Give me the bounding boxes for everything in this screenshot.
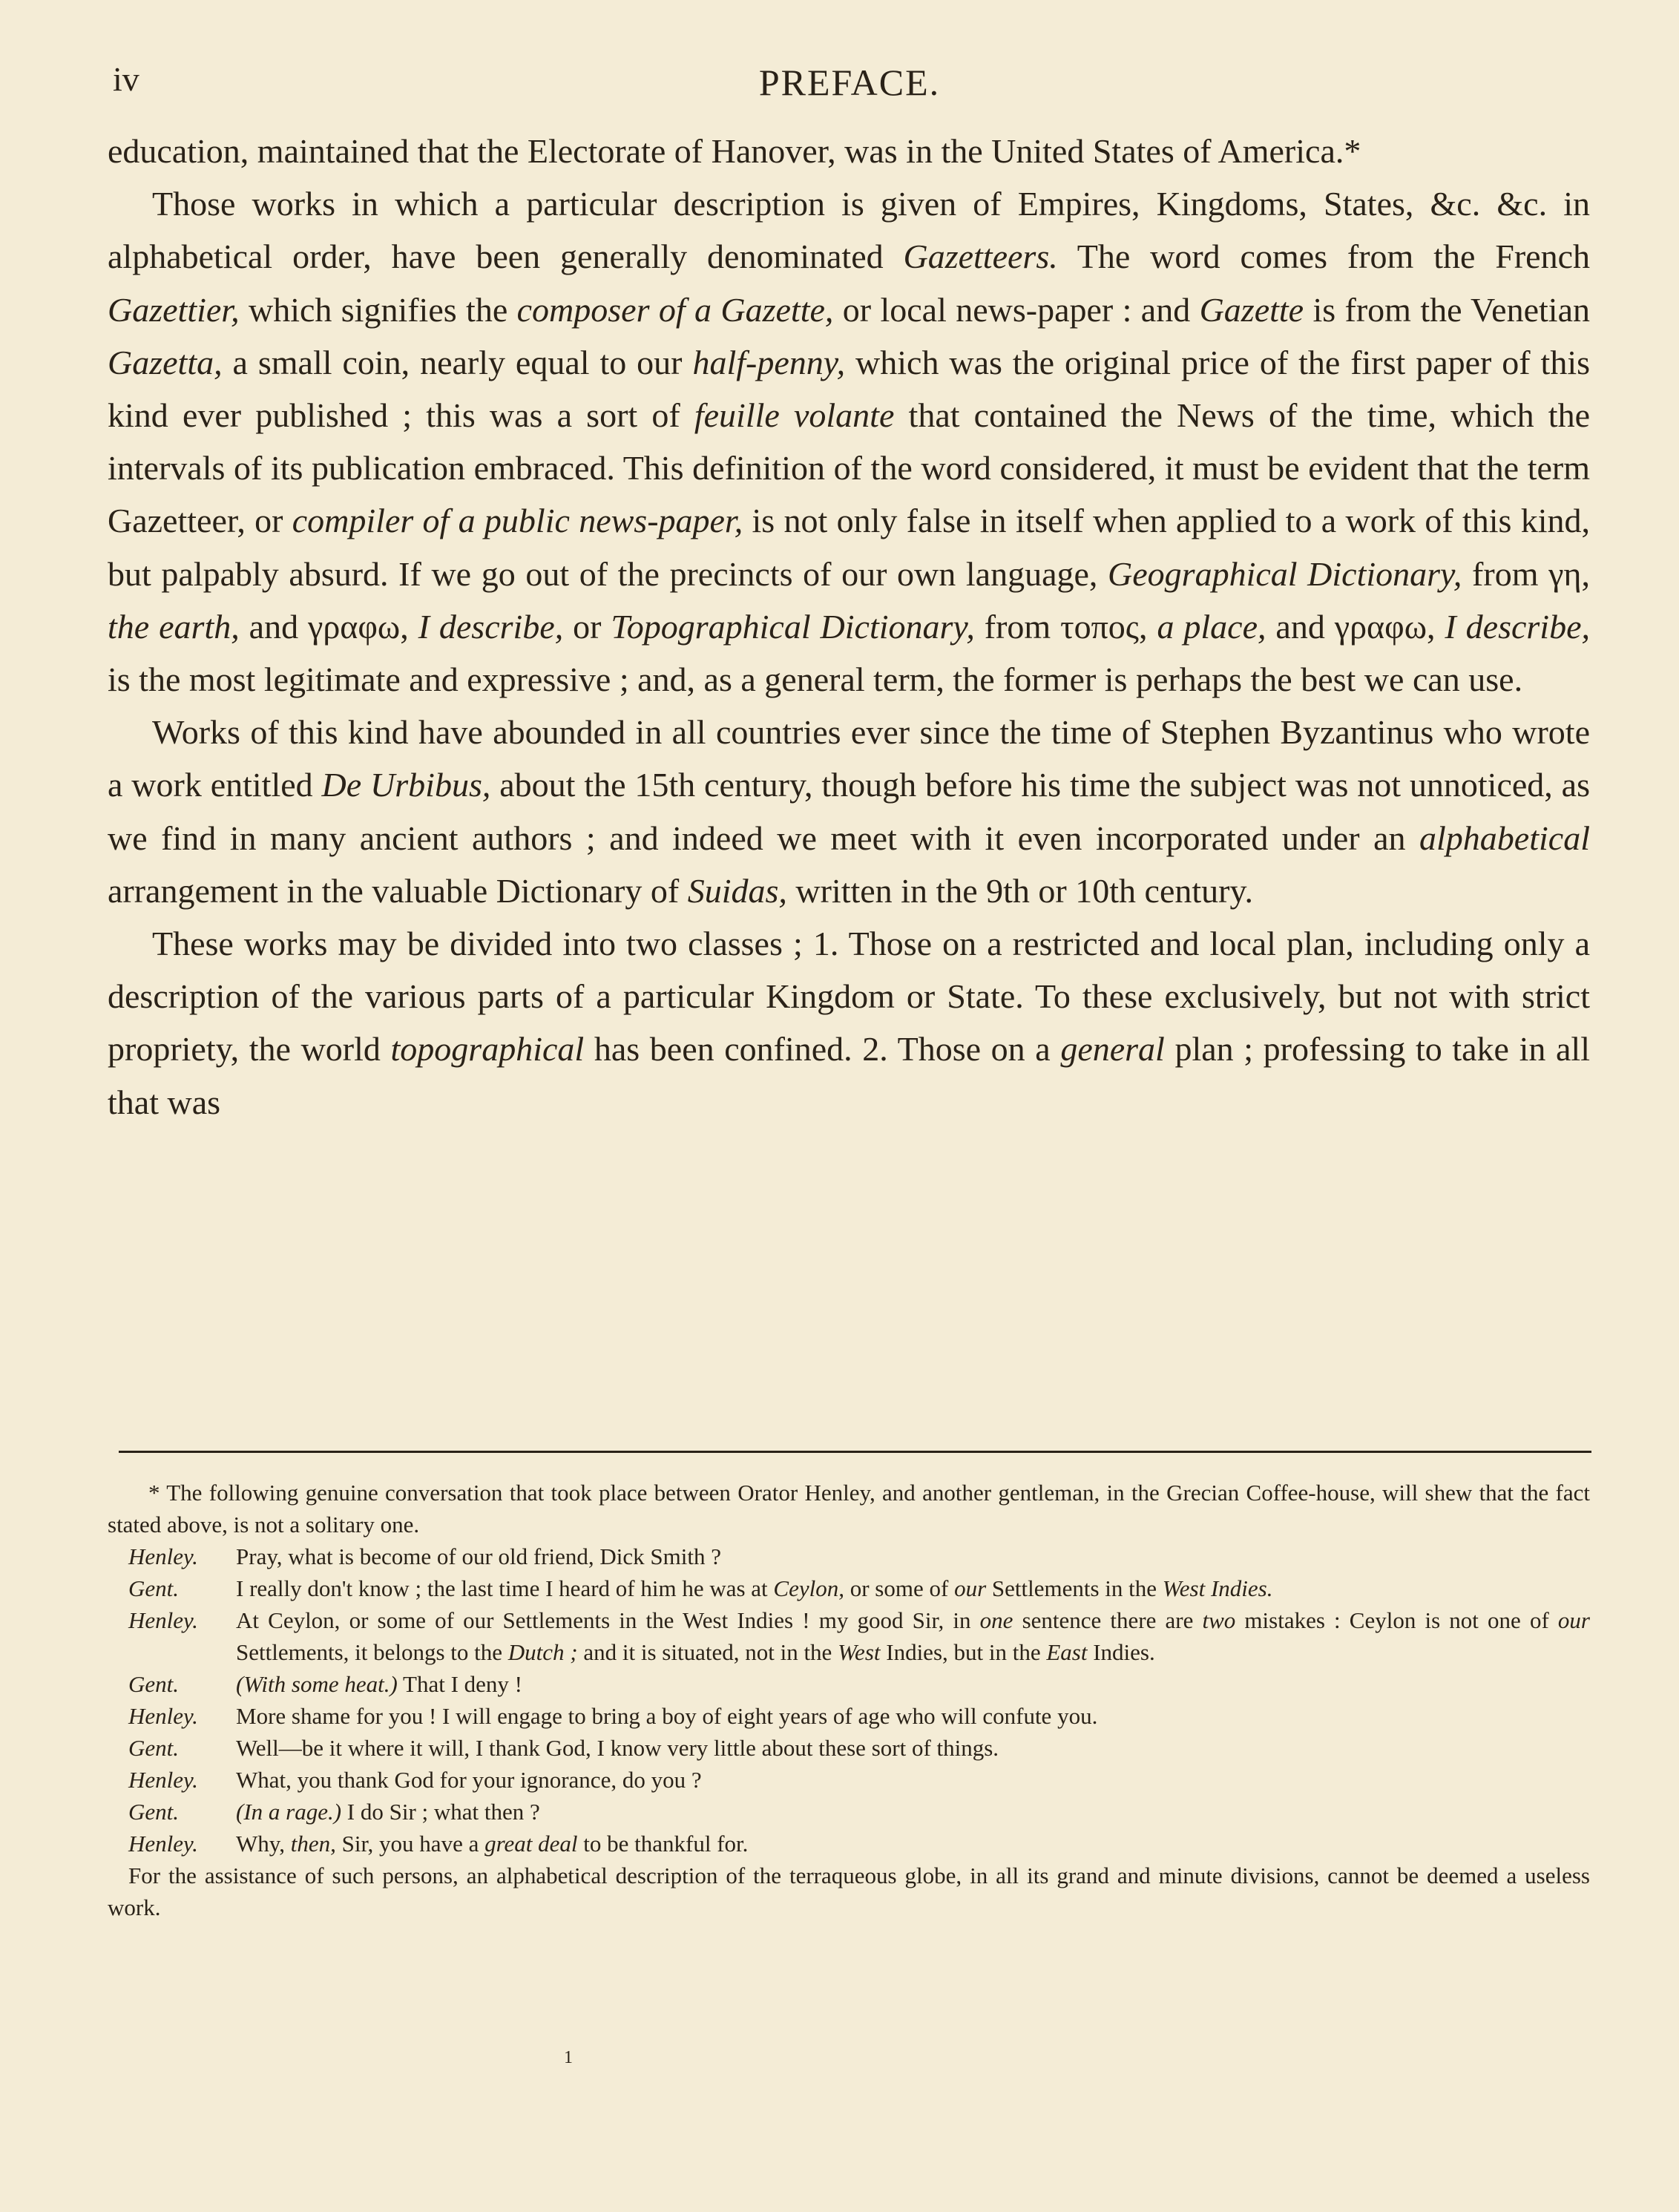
speaker: Gent. bbox=[128, 1735, 180, 1761]
main-text bbox=[108, 125, 1590, 1129]
page-header bbox=[104, 53, 1595, 113]
paragraph-3: Works of this kind have abounded in all countries ever since the time of Stephen Byzantinus who wrote a work entitled De Urbibus, about the 15th century, though before his time the subject was not unnoticed, as we find in many ancient authors ; and indeed we meet with it even incorporated under an alphabetical arrangement in the valuable Dictionary of Suidas, written in the 9th or 10th century. bbox=[108, 713, 1590, 910]
dialogue-line: Gent. I really don't know ; the last time I heard of him he was at Ceylon, or some of our Settlements in the West Indies. bbox=[108, 1572, 1590, 1604]
paragraph-2: Those works in which a particular description is given of Empires, Kingdoms, States, &c. &c. in alphabetical order, have been generally denominated Gazetteers. The word comes from the French Gazettier, which signifies the composer of a Gazette, or local news-paper : and Gazette is from the Venetian Gazetta, a small coin, nearly equal to our half-penny, which was the original price of the first paper of this kind ever published ; this was a sort of feuille volante that contained the News of the time, which the intervals of its publication embraced. This definition of the word considered, it must be evident that the term Gazetteer, or compiler of a public news-paper, is not only false in itself when applied to a work of this kind, but palpably absurd. If we go out of the precincts of our own language, Geographical Dictionary, from γη, the earth, and γραφω, I describe, or Topographical Dictionary, from τοπος, a place, and γραφω, I describe, is the most legitimate and expressive ; and, as a general term, the former is perhaps the best we can use. bbox=[108, 185, 1591, 699]
speaker: Henley. bbox=[128, 1607, 198, 1633]
dialogue-line: Gent. (In a rage.) I do Sir ; what then ? bbox=[108, 1796, 1590, 1828]
running-title: PREFACE. bbox=[758, 62, 941, 103]
dialogue-line: Henley. At Ceylon, or some of our Settlements in the West Indies ! my good Sir, in one sentence there are two mistakes : Ceylon is not one of our Settlements, it belongs to the Dutch ; and it is situated, not in the West Indies, but in the East Indies. bbox=[108, 1604, 1590, 1668]
speaker: Henley. bbox=[128, 1767, 198, 1793]
dialogue-line: Gent. (With some heat.) That I deny ! bbox=[108, 1668, 1590, 1700]
dialogue-line: Henley. Pray, what is become of our old friend, Dick Smith ? bbox=[108, 1540, 1590, 1572]
paragraph-1: education, maintained that the Electorate of Hanover, was in the United States of America.* bbox=[108, 132, 1361, 170]
dialogue-line: Henley. Why, then, Sir, you have a great deal to be thankful for. bbox=[108, 1828, 1590, 1860]
footnote-closing: For the assistance of such persons, an alphabetical description of the terraqueous globe, in all its grand and minute divisions, cannot be deemed a useless work. bbox=[108, 1863, 1590, 1920]
speaker: Henley. bbox=[128, 1831, 198, 1857]
dialogue-line: Henley. What, you thank God for your ignorance, do you ? bbox=[108, 1764, 1590, 1796]
paragraph-4: These works may be divided into two classes ; 1. Those on a restricted and local plan, including only a description of the various parts of a particular Kingdom or State. To these exclusively, but not with strict propriety, the world topographical has been confined. 2. Those on a general plan ; professing to take in all that was bbox=[108, 925, 1590, 1121]
footnote-rule bbox=[119, 1451, 1591, 1453]
footnote-intro: * The following genuine conversation that took place between Orator Henley, and another gentleman, in the Grecian Coffee-house, will shew that the fact stated above, is not a solitary one. bbox=[108, 1480, 1590, 1537]
speaker: Henley. bbox=[128, 1543, 198, 1569]
speaker: Gent. bbox=[128, 1799, 180, 1825]
footnote bbox=[108, 1477, 1590, 1923]
dialogue-line: Gent. Well—be it where it will, I thank God, I know very little about these sort of things. bbox=[108, 1732, 1590, 1764]
signature-mark: 1 bbox=[564, 2048, 573, 2067]
speaker: Gent. bbox=[128, 1575, 180, 1601]
speaker: Henley. bbox=[128, 1703, 198, 1729]
dialogue-line: Henley. More shame for you ! I will engage to bring a boy of eight years of age who will confute you. bbox=[108, 1700, 1590, 1732]
speaker: Gent. bbox=[128, 1671, 180, 1697]
page-number: iv bbox=[113, 60, 139, 98]
